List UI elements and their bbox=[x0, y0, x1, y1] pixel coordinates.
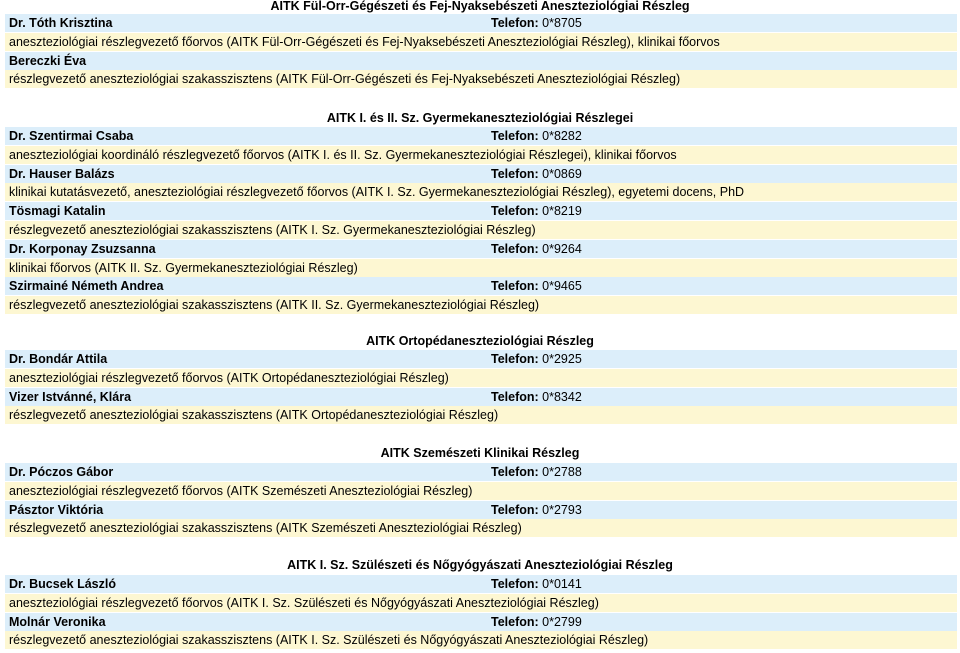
contact-name-row bbox=[5, 14, 957, 32]
contact-name: Molnár Veronika bbox=[9, 615, 106, 629]
contact-name-row bbox=[5, 388, 957, 406]
phone-label: Telefon: bbox=[491, 577, 539, 591]
phone-value: 0*8342 bbox=[538, 390, 582, 404]
contact-role: aneszteziológiai részlegvezető főorvos (AITK Fül-Orr-Gégészeti és Fej-Nyaksebészeti Aneszteziológiai Részleg), klinikai főorvos bbox=[9, 35, 720, 49]
contact-role: részlegvezető aneszteziológiai szakasszisztens (AITK I. Sz. Szülészeti és Nőgyógyászati Aneszteziológiai Részleg) bbox=[9, 633, 649, 647]
contact-name: Dr. Tóth Krisztina bbox=[9, 16, 113, 30]
contact-name-row bbox=[5, 165, 957, 183]
contact-name: Dr. Hauser Balázs bbox=[9, 167, 115, 181]
contact-name: Dr. Korponay Zsuzsanna bbox=[9, 242, 156, 256]
contact-role: részlegvezető aneszteziológiai szakasszisztens (AITK Ortopédaneszteziológiai Részleg) bbox=[9, 408, 499, 422]
contact-name-row bbox=[5, 202, 957, 220]
contact-name-row bbox=[5, 240, 957, 258]
phone-number[interactable] bbox=[491, 388, 582, 406]
phone-label: Telefon: bbox=[491, 129, 539, 143]
contact-name: Dr. Póczos Gábor bbox=[9, 465, 114, 479]
phone-label: Telefon: bbox=[491, 279, 539, 293]
section-title: AITK Fül-Orr-Gégészeti és Fej-Nyaksebészeti Aneszteziológiai Részleg bbox=[270, 0, 690, 13]
contact-role-row bbox=[5, 70, 957, 88]
contact-role-row bbox=[5, 594, 957, 612]
contact-name-row bbox=[5, 463, 957, 481]
contact-name: Szirmainé Németh Andrea bbox=[9, 279, 164, 293]
phone-label: Telefon: bbox=[491, 242, 539, 256]
contact-role: részlegvezető aneszteziológiai szakasszisztens (AITK I. Sz. Gyermekaneszteziológiai Részleg) bbox=[9, 223, 536, 237]
contact-role-row bbox=[5, 259, 957, 277]
section-title: AITK Ortopédaneszteziológiai Részleg bbox=[366, 334, 594, 348]
contact-role: aneszteziológiai koordináló részlegvezető főorvos (AITK I. és II. Sz. Gyermekaneszteziológiai Részlegei), klinikai főorvos bbox=[9, 148, 677, 162]
contact-role: aneszteziológiai részlegvezető főorvos (AITK Szemészeti Aneszteziológiai Részleg) bbox=[9, 484, 473, 498]
phone-value: 0*2793 bbox=[538, 503, 582, 517]
contact-name-row bbox=[5, 277, 957, 295]
section-title: AITK Szemészeti Klinikai Részleg bbox=[380, 446, 580, 460]
contact-role: klinikai kutatásvezető, aneszteziológiai részlegvezető főorvos (AITK I. Sz. Gyermekaneszteziológiai Részleg), egyetemi docens, PhD bbox=[9, 185, 745, 199]
contact-role: klinikai főorvos (AITK II. Sz. Gyermekaneszteziológiai Részleg) bbox=[9, 261, 358, 275]
phone-number[interactable] bbox=[491, 501, 582, 519]
phone-label: Telefon: bbox=[491, 352, 539, 366]
contact-name-row bbox=[5, 501, 957, 519]
contact-name: Bereczki Éva bbox=[9, 54, 87, 68]
contact-role-row bbox=[5, 33, 957, 51]
phone-label: Telefon: bbox=[491, 615, 539, 629]
contact-role: részlegvezető aneszteziológiai szakasszisztens (AITK Szemészeti Aneszteziológiai Részleg) bbox=[9, 521, 522, 535]
phone-number[interactable] bbox=[491, 127, 582, 145]
contact-role-row bbox=[5, 519, 957, 537]
phone-number[interactable] bbox=[491, 277, 582, 295]
contact-role-row bbox=[5, 221, 957, 239]
section-title: AITK I. Sz. Szülészeti és Nőgyógyászati Aneszteziológiai Részleg bbox=[287, 558, 673, 572]
contact-name: Dr. Szentirmai Csaba bbox=[9, 129, 134, 143]
phone-value: 0*8705 bbox=[538, 16, 582, 30]
contact-role-row bbox=[5, 146, 957, 164]
phone-value: 0*9264 bbox=[538, 242, 582, 256]
phone-number[interactable] bbox=[491, 350, 582, 368]
contact-name-row bbox=[5, 613, 957, 631]
contact-name-row bbox=[5, 575, 957, 593]
phone-value: 0*2799 bbox=[538, 615, 582, 629]
phone-number[interactable] bbox=[491, 14, 582, 32]
contact-name-row bbox=[5, 350, 957, 368]
contact-name: Dr. Bondár Attila bbox=[9, 352, 108, 366]
contact-name: Pásztor Viktória bbox=[9, 503, 104, 517]
phone-number[interactable] bbox=[491, 165, 582, 183]
phone-number[interactable] bbox=[491, 240, 582, 258]
phone-label: Telefon: bbox=[491, 465, 539, 479]
phone-value: 0*2925 bbox=[538, 352, 582, 366]
phone-number[interactable] bbox=[491, 575, 582, 593]
phone-label: Telefon: bbox=[491, 503, 539, 517]
contact-name: Dr. Bucsek László bbox=[9, 577, 116, 591]
phone-label: Telefon: bbox=[491, 16, 539, 30]
phone-value: 0*0869 bbox=[538, 167, 582, 181]
phone-value: 0*9465 bbox=[538, 279, 582, 293]
phone-label: Telefon: bbox=[491, 204, 539, 218]
contact-name-row bbox=[5, 52, 957, 70]
phone-number[interactable] bbox=[491, 463, 582, 481]
phone-value: 0*8282 bbox=[538, 129, 582, 143]
phone-number[interactable] bbox=[491, 613, 582, 631]
contact-role: részlegvezető aneszteziológiai szakasszisztens (AITK Fül-Orr-Gégészeti és Fej-Nyaksebészeti Aneszteziológiai Részleg) bbox=[9, 72, 681, 86]
phone-number[interactable] bbox=[491, 202, 582, 220]
phone-label: Telefon: bbox=[491, 390, 539, 404]
contact-role-row bbox=[5, 406, 957, 424]
phone-value: 0*8219 bbox=[538, 204, 582, 218]
phone-value: 0*0141 bbox=[538, 577, 582, 591]
phone-value: 0*2788 bbox=[538, 465, 582, 479]
contact-role-row bbox=[5, 369, 957, 387]
contact-role: aneszteziológiai részlegvezető főorvos (AITK Ortopédaneszteziológiai Részleg) bbox=[9, 371, 449, 385]
contact-name-row bbox=[5, 127, 957, 145]
contact-name: Vizer Istvánné, Klára bbox=[9, 390, 132, 404]
section-title: AITK I. és II. Sz. Gyermekaneszteziológiai Részlegei bbox=[326, 111, 634, 125]
contact-name: Tösmagi Katalin bbox=[9, 204, 106, 218]
contact-role-row bbox=[5, 183, 957, 201]
phone-label: Telefon: bbox=[491, 167, 539, 181]
contact-role-row bbox=[5, 482, 957, 500]
contact-role-row bbox=[5, 296, 957, 314]
contact-role: aneszteziológiai részlegvezető főorvos (AITK I. Sz. Szülészeti és Nőgyógyászati Aneszteziológiai Részleg) bbox=[9, 596, 599, 610]
contact-role-row bbox=[5, 631, 957, 649]
contact-role: részlegvezető aneszteziológiai szakasszisztens (AITK II. Sz. Gyermekaneszteziológiai Részleg) bbox=[9, 298, 540, 312]
